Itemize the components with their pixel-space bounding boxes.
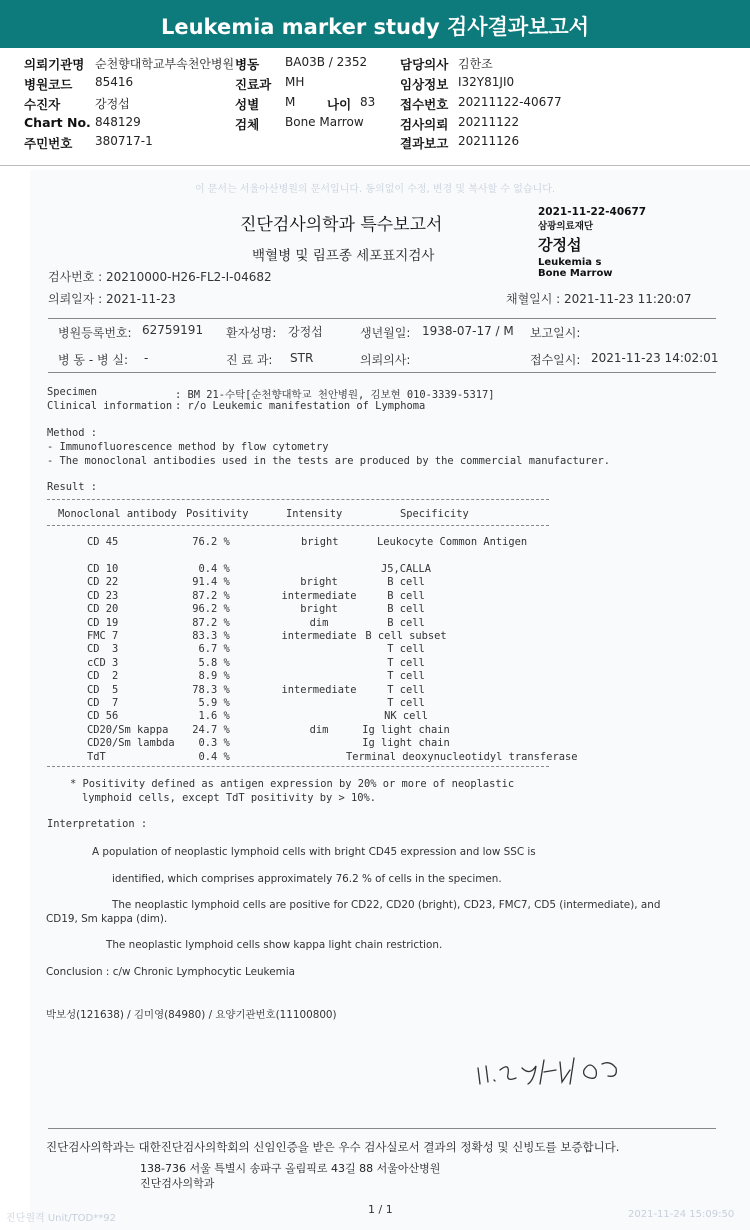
table-row-antibody: CD 10 <box>87 563 119 575</box>
dob-value: 1938-07-17 / M <box>422 324 514 338</box>
page-number: 1 / 1 <box>368 1203 393 1216</box>
sticker-receipt-no: 2021-11-22-40677 <box>538 206 647 218</box>
table-row-specificity: J5,CALLA <box>380 563 432 575</box>
table-row-positivity: 24.7 % <box>186 723 230 736</box>
department-label: 진료과 <box>235 77 272 92</box>
reg-value: 62759191 <box>142 323 204 337</box>
table-row-specificity: Ig light chain <box>362 737 450 750</box>
clinical-info-value: I32Y81JI0 <box>458 75 515 89</box>
patient-label: 수진자 <box>24 97 61 112</box>
table-row-intensity: intermediate <box>281 589 357 602</box>
table-row-specificity: NK cell <box>384 710 428 723</box>
hospital-code-value: 85416 <box>95 75 134 89</box>
table-row-antibody: CD 20 <box>87 603 119 616</box>
resident-no-value: 380717-1 <box>95 134 153 148</box>
institution-value: 순천향대학교부속천안병원 <box>95 57 235 71</box>
table-row-antibody: CD 2 <box>87 670 119 683</box>
name-value: 강정섭 <box>288 325 323 339</box>
col-header-antibody: Monoclonal antibody <box>58 508 177 520</box>
footnote: lymphoid cells, except TdT positivity by > 10%. <box>82 792 377 804</box>
table-row-specificity: Ig light chain <box>362 723 450 736</box>
sticker-specimen: Bone Marrow <box>538 268 613 279</box>
table-row-positivity: 96.2 % <box>186 603 230 616</box>
method-title: Method : <box>47 427 98 439</box>
method-line: - Immunofluorescence method by flow cytometry <box>47 441 329 453</box>
age-label: 나이 <box>327 97 352 112</box>
table-row-positivity: 76.2 % <box>186 536 230 548</box>
table-row-positivity: 78.3 % <box>186 683 230 696</box>
chart-no-value: 848129 <box>95 115 141 129</box>
patient-value: 강정섭 <box>95 97 130 111</box>
specimen-label-sticker <box>538 206 646 279</box>
sex-value: M <box>285 95 296 109</box>
table-row-antibody: CD20/Sm lambda <box>87 737 175 750</box>
table-row-antibody: CD 45 <box>87 536 119 548</box>
table-row-intensity: bright <box>300 603 338 616</box>
request-date-value: 20211122 <box>458 115 520 129</box>
receipt-time-value: 2021-11-23 14:02:01 <box>591 351 719 365</box>
exam-number: 검사번호 : 20210000-H26-FL2-I-04682 <box>48 270 272 284</box>
conclusion: Conclusion : c/w Chronic Lymphocytic Leukemia <box>46 966 295 978</box>
footnote: * Positivity defined as antigen expression by 20% or more of neoplastic <box>70 778 515 790</box>
doctor-label: 담당의사 <box>400 57 449 72</box>
table-row-antibody: CD 19 <box>87 616 119 629</box>
sticker-patient-name: 강정섭 <box>538 236 582 254</box>
hospital-department: 진단검사의학과 <box>140 1177 215 1190</box>
dob-label: 생년월일: <box>360 326 411 340</box>
col-header-positivity: Positivity <box>186 508 249 520</box>
table-row-specificity: B cell <box>387 616 425 629</box>
request-date-label: 검사의뢰 <box>400 117 449 132</box>
hospital-code-label: 병원코드 <box>24 77 73 92</box>
ward-room-label: 병 동 - 병 실: <box>58 353 128 367</box>
order-header <box>0 48 750 166</box>
institution-label: 의뢰기관명 <box>24 57 85 72</box>
reg-label: 병원등록번호: <box>58 326 132 340</box>
col-header-specificity: Specificity <box>400 508 469 520</box>
table-row-positivity: 0.4 % <box>186 750 230 763</box>
table-row-antibody: CD20/Sm kappa <box>87 723 169 736</box>
table-row-specificity: B cell <box>387 589 425 602</box>
doctor-value: 김한조 <box>458 57 493 71</box>
table-row-antibody: CD 22 <box>87 576 119 589</box>
table-row-positivity: 5.9 % <box>186 697 230 709</box>
specimen-value: Bone Marrow <box>285 115 364 129</box>
interpretation-text: A population of neoplastic lymphoid cells with bright CD45 expression and low SSC is <box>92 846 536 858</box>
scanned-report <box>6 170 750 1230</box>
table-rule <box>47 525 549 526</box>
chart-no-label: Chart No. <box>24 115 91 130</box>
divider <box>48 1128 716 1129</box>
interpretation-title: Interpretation : <box>47 818 148 830</box>
table-row-specificity: T cell <box>387 683 425 696</box>
table-row-positivity: 0.4 % <box>186 563 230 575</box>
divider <box>48 318 716 319</box>
receipt-no-label: 접수번호 <box>400 97 449 112</box>
table-row-antibody: CD 5 <box>87 683 119 696</box>
table-row-antibody: CD 3 <box>87 643 119 656</box>
report-date-value: 20211126 <box>458 134 520 148</box>
table-row-antibody: CD 23 <box>87 589 119 602</box>
table-row-intensity: dim <box>309 616 329 629</box>
table-row-antibody: CD 56 <box>87 710 119 723</box>
collect-time: 채혈일시 : 2021-11-23 11:20:07 <box>506 292 692 306</box>
table-row-specificity: T cell <box>387 670 425 683</box>
print-source: 진단원격 Unit/TOD**92 <box>6 1213 116 1224</box>
dept-label: 진 료 과: <box>226 353 273 367</box>
handwritten-initials <box>470 1040 650 1090</box>
table-row-positivity: 5.8 % <box>186 656 230 669</box>
resident-no-label: 주민번호 <box>24 136 73 151</box>
ward-room-value: - <box>144 351 149 365</box>
table-row-intensity: bright <box>300 576 338 589</box>
print-timestamp: 2021-11-24 15:09:50 <box>628 1209 735 1220</box>
table-row-specificity: T cell <box>387 643 425 656</box>
sex-label: 성별 <box>235 97 260 112</box>
interpretation-text: The neoplastic lymphoid cells show kappa light chain restriction. <box>106 939 443 951</box>
ordering-doctor-label: 의뢰의사: <box>360 353 411 367</box>
table-row-antibody: TdT <box>87 750 106 763</box>
dept-value: STR <box>290 351 314 365</box>
specimen-field-label: Specimen <box>47 386 98 398</box>
divider <box>48 372 716 373</box>
table-row-positivity: 83.3 % <box>186 630 230 642</box>
table-row-specificity: B cell subset <box>365 630 447 642</box>
table-row-positivity: 6.7 % <box>186 643 230 656</box>
clinical-field-label: Clinical information <box>47 400 173 412</box>
ward-label: 병동 <box>235 57 260 72</box>
report-time-label: 보고일시: <box>530 326 581 340</box>
table-row-specificity: Leukocyte Common Antigen <box>377 536 528 548</box>
table-rule <box>47 766 549 767</box>
copy-warning: 이 문서는 서울아산병원의 문서입니다. 동의없이 수정, 변경 및 복사할 수 없습니다. <box>194 184 556 195</box>
method-line: - The monoclonal antibodies used in the tests are produced by the commercial manufacturer. <box>47 455 611 467</box>
table-row-positivity: 87.2 % <box>186 616 230 629</box>
clinical-info-label: 임상정보 <box>400 77 449 92</box>
table-row-specificity: B cell <box>387 576 425 589</box>
table-row-antibody: CD 7 <box>87 697 119 709</box>
table-row-specificity: T cell <box>387 656 425 669</box>
sticker-test-name: Leukemia s <box>538 257 602 268</box>
report-date-label: 결과보고 <box>400 136 449 151</box>
table-row-specificity: T cell <box>387 697 425 709</box>
receipt-time-label: 접수일시: <box>530 353 581 367</box>
interpretation-text: The neoplastic lymphoid cells are positive for CD22, CD20 (bright), CD23, FMC7, CD5 (intermediate), and <box>112 899 661 911</box>
specimen-field-value: : BM 21-수탁[순천향대학교 천안병원, 김보현 010-3339-5317] <box>175 389 495 401</box>
ward-value: BA03B / 2352 <box>285 55 368 69</box>
age-value: 83 <box>360 95 376 109</box>
table-row-antibody: FMC 7 <box>87 630 119 642</box>
table-row-antibody: cCD 3 <box>87 656 119 669</box>
hospital-address: 138-736 서울 특별시 송파구 올림픽로 43길 88 서울아산병원 <box>140 1162 441 1175</box>
report-title: 진단검사의학과 특수보고서 <box>240 215 443 235</box>
result-title: Result : <box>47 481 98 493</box>
signers: 박보성(121638) / 김미영(84980) / 요양기관번호(11100800) <box>46 1009 337 1021</box>
col-header-intensity: Intensity <box>286 508 343 520</box>
table-row-positivity: 1.6 % <box>186 710 230 723</box>
table-row-positivity: 8.9 % <box>186 670 230 683</box>
sticker-lab-name: 삼광의료재단 <box>538 221 594 232</box>
interpretation-text: CD19, Sm kappa (dim). <box>46 913 168 925</box>
table-row-specificity: B cell <box>387 603 425 616</box>
table-row-intensity: intermediate <box>281 683 357 696</box>
report-subtitle: 백혈병 및 림프종 세포표지검사 <box>252 248 435 264</box>
request-date: 의뢰일자 : 2021-11-23 <box>48 292 176 306</box>
table-row-intensity: dim <box>309 723 329 736</box>
department-value: MH <box>285 75 305 89</box>
interpretation-text: identified, which comprises approximately 76.2 % of cells in the specimen. <box>112 873 502 885</box>
table-rule <box>47 499 549 500</box>
table-row-positivity: 0.3 % <box>186 737 230 750</box>
name-label: 환자성명: <box>226 326 277 340</box>
table-row-positivity: 87.2 % <box>186 589 230 602</box>
table-row-positivity: 91.4 % <box>186 576 230 589</box>
report-banner: Leukemia marker study 검사결과보고서 <box>0 0 750 48</box>
receipt-no-value: 20211122-40677 <box>458 95 562 109</box>
table-row-intensity: intermediate <box>281 630 357 642</box>
specimen-label: 검체 <box>235 117 260 132</box>
certification-note: 진단검사의학과는 대한진단검사의학회의 신임인증을 받은 우수 검사실로서 결과의 정확성 및 신빙도를 보증합니다. <box>46 1140 620 1154</box>
clinical-field-value: : r/o Leukemic manifestation of Lymphoma <box>175 400 426 412</box>
table-row-specificity: Terminal deoxynucleotidyl transferase <box>346 750 578 763</box>
table-row-intensity: bright <box>301 536 339 548</box>
